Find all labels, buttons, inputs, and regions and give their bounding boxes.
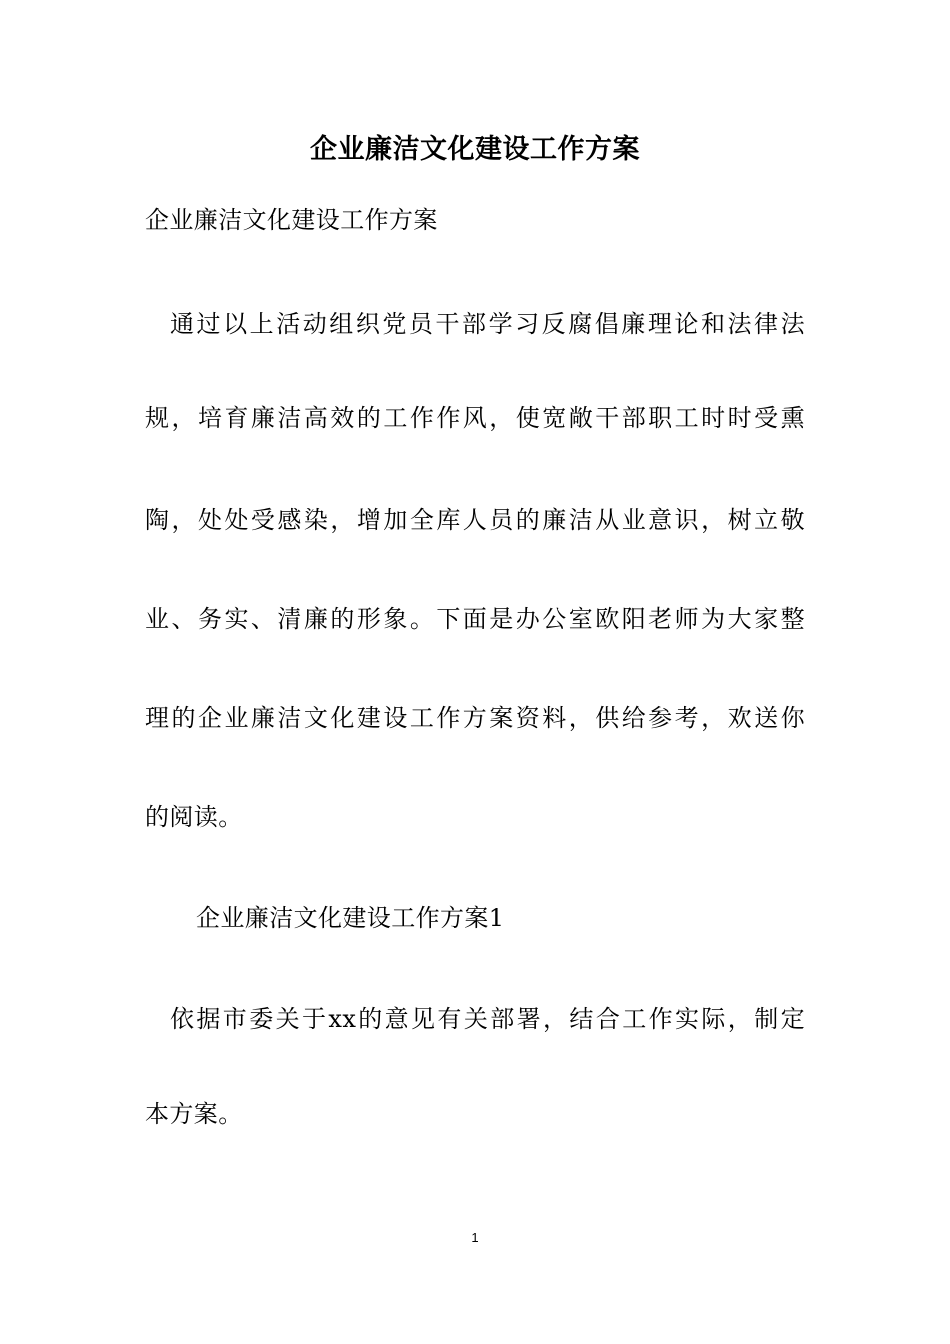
section-paragraph-line: 依据市委关于xx的意见有关部署，结合工作实际，制定 [170,1005,805,1033]
document-subtitle: 企业廉洁文化建设工作方案 [145,206,438,234]
intro-paragraph-line: 规，培育廉洁高效的工作作风，使宽敞干部职工时时受熏 [145,404,805,432]
intro-paragraph-line: 业、务实、清廉的形象。下面是办公室欧阳老师为大家整 [145,605,805,633]
document-title: 企业廉洁文化建设工作方案 [310,134,640,165]
intro-paragraph-line: 理的企业廉洁文化建设工作方案资料，供给参考，欢送你 [145,704,805,732]
section-paragraph-line: 本方案。 [145,1100,243,1128]
intro-paragraph-line: 陶，处处受感染，增加全库人员的廉洁从业意识，树立敬 [145,506,805,534]
page-number: 1 [471,1230,479,1245]
section-heading: 企业廉洁文化建设工作方案1 [196,904,505,932]
intro-paragraph-line: 的阅读。 [145,803,243,831]
intro-paragraph-line: 通过以上活动组织党员干部学习反腐倡廉理论和法律法 [170,310,805,338]
